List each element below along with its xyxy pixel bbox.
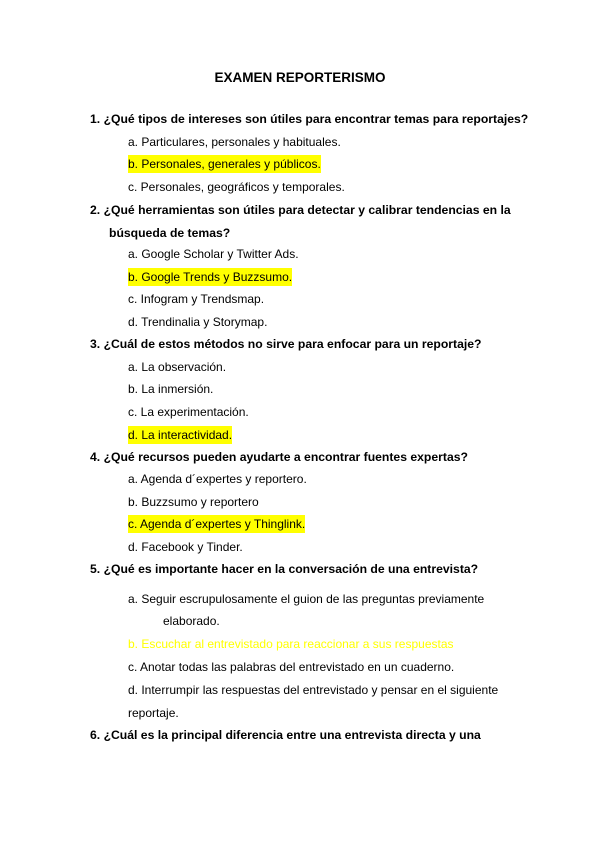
question-text: ¿Cuál de estos métodos no sirve para enfocar para un reportaje? [103, 337, 482, 351]
question-text: ¿Qué es importante hacer en la conversación de una entrevista? [103, 562, 479, 576]
question-number: 4. [90, 450, 101, 464]
question-1 [90, 108, 540, 131]
option-3d-highlighted: d. La interactividad. [128, 428, 233, 442]
option-4a: a. Agenda d´expertes y reportero. [128, 472, 307, 486]
option-5b-highlighted: b. Escuchar al entrevistado para reaccionar a sus respuestas [128, 637, 454, 651]
option-3b: b. La inmersión. [128, 382, 214, 396]
option-3c: c. La experimentación. [128, 405, 249, 419]
question-text: ¿Qué tipos de intereses son útiles para encontrar temas para reportajes? [103, 112, 529, 126]
question-number: 1. [90, 112, 101, 126]
option-4c-highlighted: c. Agenda d´expertes y Thinglink. [128, 517, 306, 531]
question-text: ¿Cuál es la principal diferencia entre una entrevista directa y una [103, 728, 481, 742]
option-5a-line2: elaborado. [163, 614, 220, 628]
question-number: 5. [90, 562, 101, 576]
question-2 [90, 199, 540, 244]
option-5d-line1: d. Interrumpir las respuestas del entrevistado y pensar en el siguiente [128, 683, 499, 697]
question-3 [90, 333, 540, 356]
question-4 [90, 446, 540, 469]
question-6 [90, 724, 540, 747]
question-text-line1: ¿Qué herramientas son útiles para detectar y calibrar tendencias en la [103, 203, 511, 217]
question-number: 6. [90, 728, 101, 742]
option-1c: c. Personales, geográficos y temporales. [128, 180, 345, 194]
option-2b-highlighted: b. Google Trends y Buzzsumo. [128, 270, 293, 284]
option-4b: b. Buzzsumo y reportero [128, 495, 259, 509]
question-5 [90, 558, 540, 581]
question-number: 2. [90, 203, 101, 217]
option-4d: d. Facebook y Tinder. [128, 540, 243, 554]
question-number: 3. [90, 337, 101, 351]
option-5c: c. Anotar todas las palabras del entrevistado en un cuaderno. [128, 660, 455, 674]
option-5d-line2: reportaje. [128, 706, 179, 720]
option-3a: a. La observación. [128, 360, 227, 374]
option-1b-highlighted: b. Personales, generales y públicos. [128, 157, 321, 171]
question-text-line2: búsqueda de temas? [109, 225, 231, 240]
option-2c: c. Infogram y Trendsmap. [128, 292, 265, 306]
option-1a: a. Particulares, personales y habituales. [128, 135, 341, 149]
option-2d: d. Trendinalia y Storymap. [128, 315, 268, 329]
option-2a: a. Google Scholar y Twitter Ads. [128, 247, 299, 261]
option-5a-line1: a. Seguir escrupulosamente el guion de las preguntas previamente [128, 592, 485, 606]
question-text: ¿Qué recursos pueden ayudarte a encontrar fuentes expertas? [103, 450, 468, 464]
exam-title: EXAMEN REPORTERISMO [214, 70, 386, 85]
